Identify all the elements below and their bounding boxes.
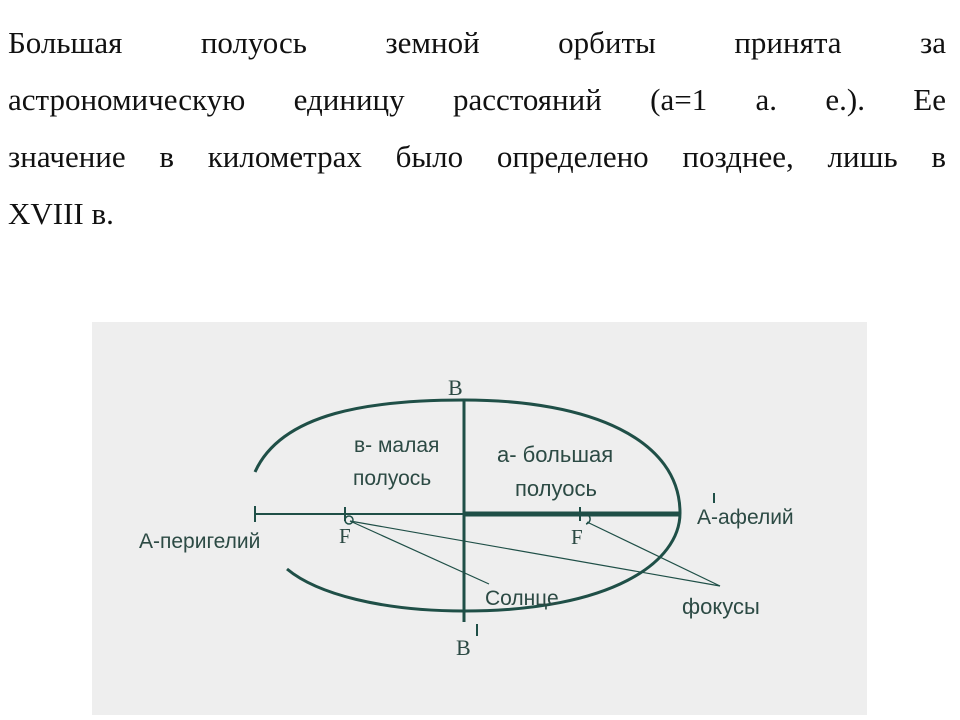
paragraph-line-1: Большая полуось земной орбиты принята за [8,25,946,60]
orbit-diagram-svg [92,322,867,715]
label-sun: Солнце [485,587,559,610]
label-minor-axis-2: полуось [353,467,432,490]
label-focus-left: F [339,524,351,548]
paragraph [8,14,946,242]
label-b-top: B [448,375,463,400]
label-aphelion: А-афелий [697,506,794,529]
orbit-diagram [92,322,867,715]
label-minor-axis-1: в- малая [354,434,440,457]
label-focus-right: F [571,525,583,549]
label-foci: фокусы [682,594,760,619]
label-major-axis-1: а- большая [497,442,614,467]
paragraph-line-2: астрономическую единицу расстояний (а=1 а. е.). Ее [8,82,946,117]
label-b-bottom: B [456,635,471,660]
paragraph-line-3: значение в километрах было определено позднее, лишь в [8,139,946,174]
label-perihelion: А-перигелий [139,530,261,553]
paragraph-line-4: XVIII в. [8,196,114,231]
label-major-axis-2: полуось [515,476,597,501]
